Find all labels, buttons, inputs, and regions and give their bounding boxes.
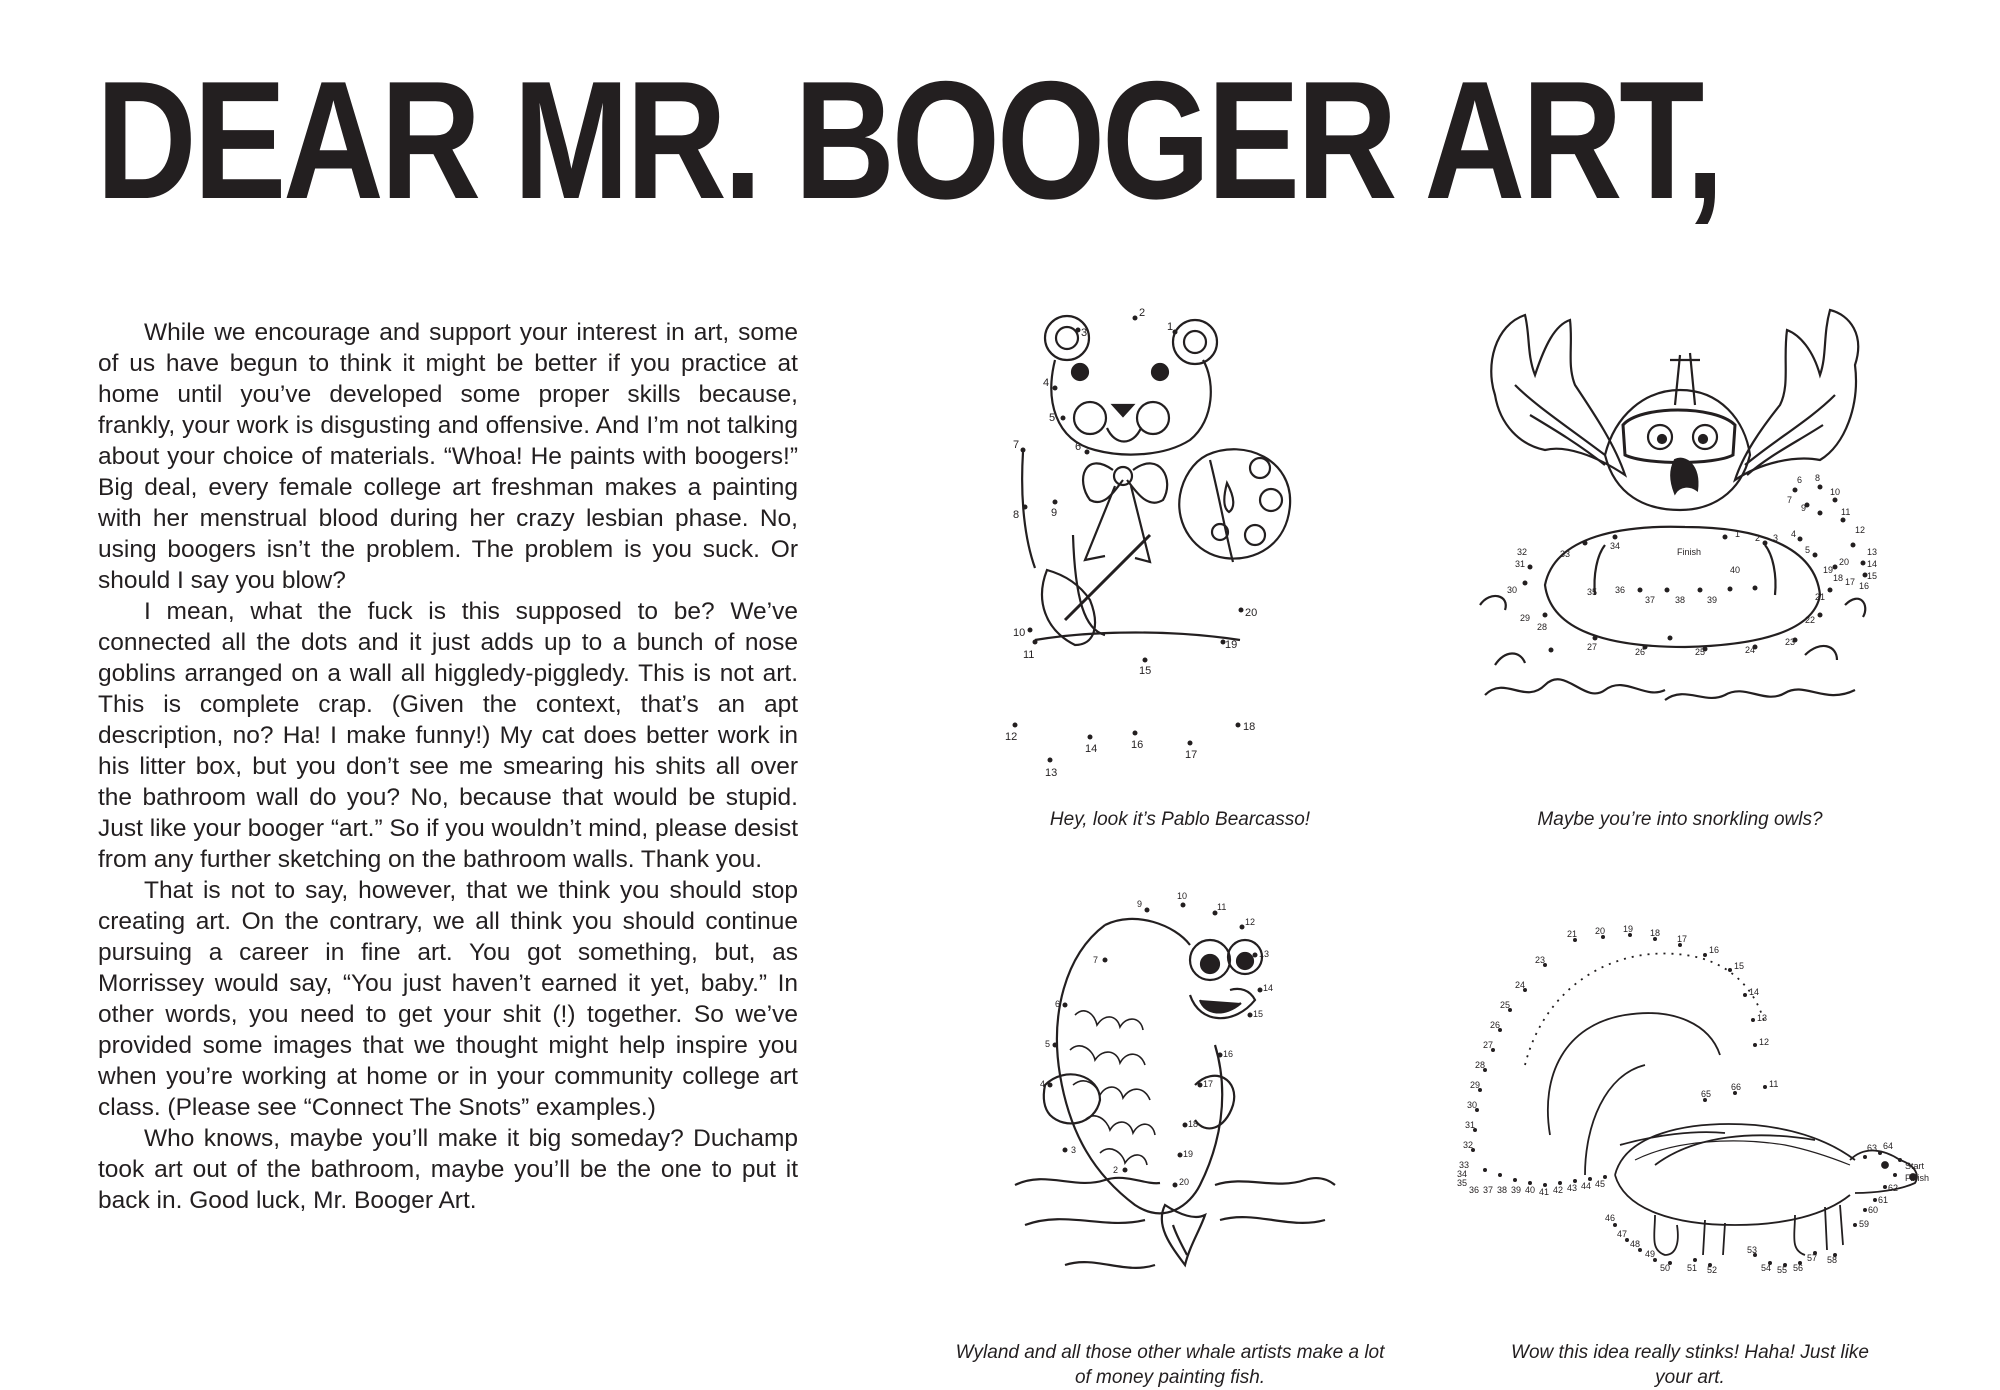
skunk-dot-label: 63 [1867,1143,1878,1153]
fish-dot-label: 6 [1055,999,1061,1009]
fish-dot-label: 11 [1217,902,1227,912]
skunk-dot-label: 62 [1888,1183,1899,1193]
owl-dot-label: 17 [1845,577,1856,587]
skunk-dot-label: 47 [1617,1229,1628,1239]
owl-dot-label: 27 [1587,642,1598,652]
skunk-dot-label: 23 [1535,955,1546,965]
skunk-dot-label: 55 [1777,1265,1788,1275]
bear-dot-label: 2 [1139,307,1146,319]
bear-dot-label: 7 [1013,439,1020,451]
skunk-dot-label: 35 [1457,1178,1468,1188]
owl-dot-label: 37 [1645,595,1656,605]
skunk-dot-label: 20 [1595,926,1606,936]
fish-dot-label: 10 [1177,891,1188,901]
owl-dot-label: 22 [1805,615,1816,625]
fish-dot-label: 17 [1203,1079,1214,1089]
bear-dot-label: 6 [1075,441,1082,453]
jumping-fish-icon [1005,885,1335,1305]
skunk-dot-label: 14 [1749,987,1760,997]
skunk-start-label: Start [1905,1161,1925,1171]
bear-dot-label: 15 [1139,665,1152,677]
bear-dot-label: 5 [1049,412,1056,424]
fish-dot-label: 16 [1223,1049,1234,1059]
owl-dot-label: 35 [1587,587,1598,597]
fish-dot-label: 5 [1045,1039,1051,1049]
fish-dot-label: 2 [1113,1165,1119,1175]
bear-dot-label: 9 [1051,507,1058,519]
fish-dot-label: 14 [1263,983,1274,993]
owl-figure [1475,305,1878,745]
skunk-dot-label: 65 [1701,1089,1712,1099]
owl-dot-label: 11 [1841,507,1851,517]
skunk-dot-label: 25 [1500,1000,1511,1010]
fish-dot-label: 4 [1040,1079,1046,1089]
bear-caption: Hey, look it’s Pablo Bearcasso! [1049,809,1311,830]
skunk-dot-label: 45 [1595,1179,1606,1189]
skunk-dot-label: 11 [1769,1079,1779,1089]
skunk-dot-label: 53 [1747,1245,1758,1255]
owl-dot-label: 7 [1787,495,1793,505]
skunk-dot-label: 59 [1859,1219,1870,1229]
owl-dot-label: 2 [1755,533,1761,543]
skunk-dot-label: 38 [1497,1185,1508,1195]
skunk-dot-label: 43 [1567,1183,1578,1193]
owl-dot-label: 20 [1839,557,1850,567]
skunk-dot-label: 21 [1567,929,1578,939]
owl-dot-label: 30 [1507,585,1518,595]
skunk-dot-label: 36 [1469,1185,1480,1195]
owl-dot-label: 5 [1805,545,1811,555]
owl-dot-label: 9 [1801,503,1807,513]
bear-dot-label: 19 [1225,639,1238,651]
skunk-dot-label: 16 [1709,945,1720,955]
skunk-dot-label: 32 [1463,1140,1474,1150]
skunk-dot-label: 13 [1757,1013,1768,1023]
owl-dot-label: 18 [1833,573,1844,583]
owl-dot-label: 34 [1610,541,1621,551]
owl-dot-label: 19 [1823,565,1834,575]
skunk-dot-label: 46 [1605,1213,1616,1223]
bear-dot-label: 3 [1081,327,1088,339]
skunk-dot-label: 42 [1553,1185,1564,1195]
owl-dot-label: 16 [1859,581,1870,591]
skunk-dot-label: 18 [1650,928,1661,938]
fish-dot-label: 3 [1071,1145,1077,1155]
owl-caption: Maybe you’re into snorkling owls? [1537,809,1823,830]
skunk-dot-label: 49 [1645,1249,1656,1259]
owl-dot-label: 14 [1867,559,1878,569]
bear-dot-label: 1 [1167,321,1174,333]
bear-figure [975,300,1315,790]
owl-dot-label: 15 [1867,571,1878,581]
owl-dot-label: 4 [1791,529,1797,539]
skunk-dot-label: 48 [1630,1239,1641,1249]
skunk-dot-label: 26 [1490,1020,1501,1030]
owl-dot-label: 38 [1675,595,1686,605]
bear-dot-label: 12 [1005,731,1018,743]
skunk-dot-label: 57 [1807,1253,1818,1263]
skunk-dot-label: 37 [1483,1185,1494,1195]
skunk-icon [1455,924,1930,1275]
owl-dot-label: 39 [1707,595,1718,605]
skunk-dot-label: 52 [1707,1265,1718,1275]
owl-dot-label: 3 [1773,533,1779,543]
owl-dot-label: 29 [1520,613,1531,623]
skunk-dot-label: 33 [1459,1160,1470,1170]
owl-dot-label: 8 [1815,473,1821,483]
skunk-dot-label: 30 [1467,1100,1478,1110]
skunk-dot-label: 40 [1525,1185,1536,1195]
skunk-figure [1455,924,1930,1275]
owl-dot-label: 10 [1830,487,1841,497]
skunk-dot-label: 28 [1475,1060,1486,1070]
owl-dot-label: 21 [1815,592,1826,602]
skunk-dot-label: 61 [1878,1195,1889,1205]
skunk-dot-label: 34 [1457,1169,1468,1179]
snorkel-owl-icon [1475,305,1878,745]
skunk-dot-label: 51 [1687,1263,1698,1273]
fish-dot-label: 19 [1183,1149,1194,1159]
skunk-dot-label: 17 [1677,934,1688,944]
bear-dot-label: 20 [1245,607,1258,619]
owl-dot-label: 23 [1785,637,1796,647]
bear-dot-label: 4 [1043,377,1050,389]
bear-dot-label: 18 [1243,721,1256,733]
skunk-dot-label: 50 [1660,1263,1671,1273]
paragraph-3: That is not to say, however, that we think you should stop creating art. On the contrary, we all think you should continue pursuing a career in fine art. You got something, but, as Morrissey would say, “You just haven’t earned it yet, baby.” In other words, you need to get your shit (!) together. So we’ve provided some images that we thought might help inspire you when you’re working at home or in your community college art class. (Please see “Connect The Snots” examples.) [98,877,798,1121]
skunk-dot-label: 19 [1623,924,1634,934]
letter-body [98,317,798,1216]
owl-dot-label: 40 [1730,565,1741,575]
owl-dot-label: 6 [1797,475,1803,485]
owl-dot-label: 32 [1517,547,1528,557]
fish-dot-label: 9 [1137,899,1143,909]
owl-dot-label: 33 [1560,549,1571,559]
skunk-dot-label: 66 [1731,1082,1742,1092]
bear-painter-icon [975,300,1315,790]
fish-caption: Wyland and all those other whale artists make a lot of money painting fish. [955,1342,1385,1388]
skunk-dot-label: 31 [1465,1120,1476,1130]
skunk-dot-label: 39 [1511,1185,1522,1195]
owl-dot-label: 26 [1635,647,1646,657]
skunk-dot-label: 15 [1734,961,1745,971]
bear-dot-label: 14 [1085,743,1098,755]
skunk-finish-label: Finish [1905,1173,1930,1183]
owl-dot-label: 13 [1867,547,1878,557]
owl-dot-label: 36 [1615,585,1626,595]
skunk-dot-label: 60 [1868,1205,1879,1215]
paragraph-4: Who knows, maybe you’ll make it big someday? Duchamp took art out of the bathroom, maybe you’ll be the one to put it back in. Good luck, Mr. Booger Art. [98,1125,798,1214]
skunk-dot-label: 44 [1581,1181,1592,1191]
owl-dot-label: 25 [1695,647,1706,657]
skunk-caption: Wow this idea really stinks! Haha! Just like your art. [1511,1342,1869,1388]
paragraph-1: While we encourage and support your interest in art, some of us have begun to think it might be better if you practice at home until you’ve developed some proper skills because, frankly, your work is disgusting and offensive. And I’m not talking about your choice of materials. “Whoa! He paints with boogers!” Big deal, every female college art freshman makes a painting with her menstrual blood during her crazy lesbian phase. No, using boogers isn’t the problem. The problem is you suck. Or should I say you blow? [98,319,798,594]
owl-finish-label: Finish [1677,547,1702,557]
skunk-dot-label: 29 [1470,1080,1481,1090]
bear-dot-label: 8 [1013,509,1020,521]
skunk-dot-label: 12 [1759,1037,1770,1047]
bear-dot-label: 17 [1185,749,1198,761]
bear-dot-label: 10 [1013,627,1026,639]
owl-dot-label: 1 [1735,529,1741,539]
fish-dot-label: 7 [1093,955,1099,965]
owl-dot-label: 12 [1855,525,1866,535]
fish-dot-label: 20 [1179,1177,1190,1187]
owl-dot-label: 31 [1515,559,1526,569]
bear-dot-label: 13 [1045,767,1058,779]
page-title: DEAR MR. BOOGER ART, [96,46,1721,234]
paragraph-2: I mean, what the fuck is this supposed to be? We’ve connected all the dots and it just adds up to a bunch of nose goblins arranged on a wall all higgledy-piggledy. This is not art. This is complete crap. (Given the context, that’s an apt description, no? Ha! I make funny!) My cat does better work in his litter box, but you don’t see me smearing his shits all over the bathroom wall do you? No, because that would be stupid. Just like your booger “art.” So if you wouldn’t mind, please desist from any further sketching on the bathroom walls. Thank you. [98,598,798,873]
bear-dot-label: 11 [1023,649,1035,661]
fish-dot-label: 12 [1245,917,1256,927]
owl-dot-label: 24 [1745,645,1756,655]
skunk-dot-label: 58 [1827,1255,1838,1265]
owl-dot-label: 28 [1537,622,1548,632]
bear-dot-label: 16 [1131,739,1144,751]
skunk-dot-label: 64 [1883,1141,1894,1151]
fish-figure [1005,885,1335,1305]
fish-dot-label: 18 [1188,1119,1199,1129]
skunk-dot-label: 41 [1539,1187,1550,1197]
fish-dot-label: 15 [1253,1009,1264,1019]
skunk-dot-label: 24 [1515,980,1526,990]
skunk-dot-label: 54 [1761,1263,1772,1273]
skunk-dot-label: 56 [1793,1263,1804,1273]
skunk-dot-label: 27 [1483,1040,1494,1050]
fish-dot-label: 13 [1259,949,1270,959]
